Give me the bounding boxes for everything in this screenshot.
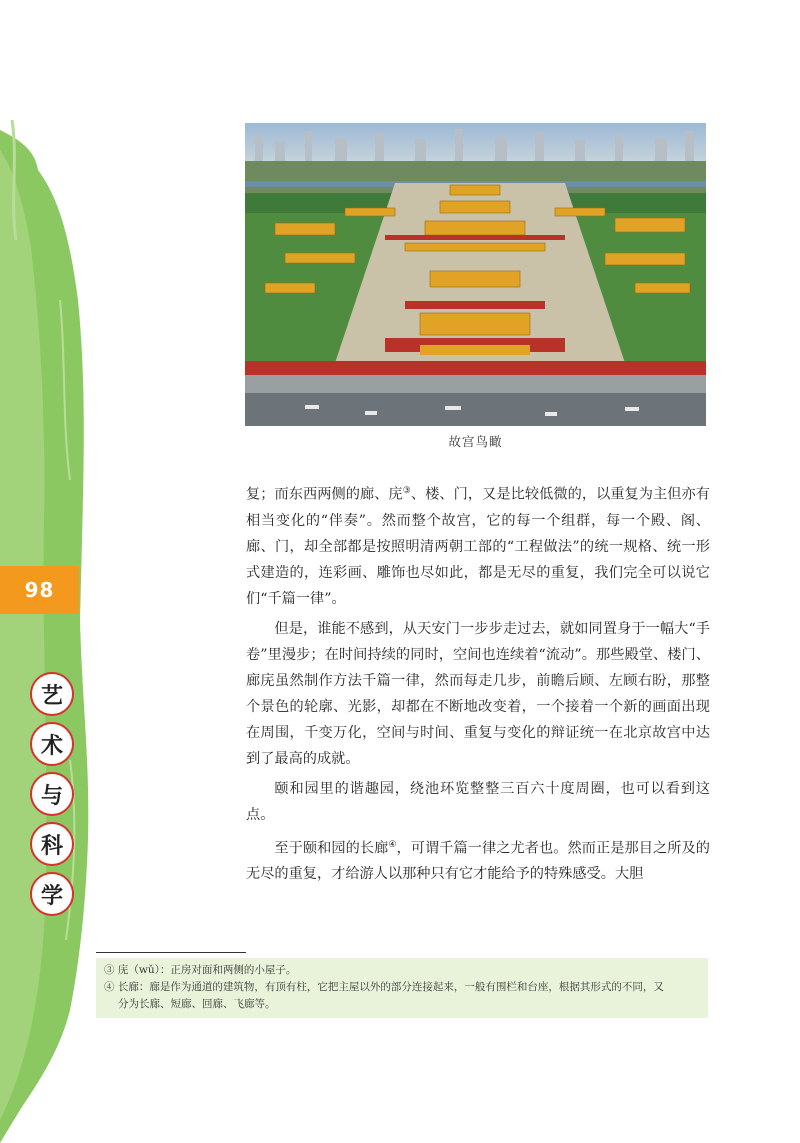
forbidden-city-aerial-photo	[245, 123, 706, 426]
series-char: 学	[30, 872, 74, 916]
paragraph-text: 、楼、门，又是比较低微的，以重复为主但亦有相当变化的“伴奏”。然而整个故宫，它的每一个组群，每一个殿、阁、廊、门，却全部都是按照明清两朝工部的“工程做法”的统一规格、统一形式建造的，连彩画、雕饰也尽如此，都是无尽的重复，我们完全可以说它们“千篇一律”。	[246, 486, 710, 607]
paragraph	[246, 478, 710, 612]
footnote-4: ④ 长廊：廊是作为通道的建筑物，有顶有柱，它把主屋以外的部分连接起来，一般有围栏和台座，根据其形式的不同，又	[104, 981, 664, 993]
paragraph: 颐和园里的谐趣园，绕池环览整整三百六十度周圈，也可以看到这点。	[246, 780, 710, 823]
page-number: 98	[0, 566, 79, 614]
paragraph: 但是，谁能不感到，从天安门一步步走过去，就如同置身于一幅大“手卷”里漫步；在时间持续的同时，空间也连续着“流动”。那些殿堂、楼门、廊庑虽然制作方法千篇一律，然而每走几步，前瞻后顾、左顾右盼，那整个景色的轮廓、光影，却都在不断地改变着，一个接着一个新的画面出现在周围，千变万化，空间与时间、重复与变化的辩证统一在北京故宫中达到了最高的成就。	[246, 620, 710, 767]
paragraph-text: ，可谓千篇一律之尤者也。然而正是那目之所及的无尽的重复，才给游人以那种只有它才能给予的特殊感受。大胆	[246, 840, 710, 883]
series-char: 艺	[30, 672, 74, 716]
footnote-4-continued: 分为长廊、短廊、回廊、飞廊等。	[118, 998, 276, 1010]
series-char: 与	[30, 772, 74, 816]
footnote-ref[interactable]: ④	[388, 839, 397, 850]
figure-caption: 故宫鸟瞰	[448, 434, 503, 449]
paragraph-text: 至于颐和园的长廊	[274, 840, 389, 857]
series-char: 科	[30, 822, 74, 866]
paragraph-text: 复；而东西两侧的廊、庑	[246, 486, 403, 503]
paragraph	[246, 832, 710, 888]
series-char: 术	[30, 722, 74, 766]
series-title	[30, 672, 74, 916]
footnote-3: ③ 庑（wǔ）：正房对面和两侧的小屋子。	[104, 964, 297, 976]
footnote-divider	[96, 952, 246, 953]
footnotes	[96, 958, 708, 1018]
footnote-ref[interactable]: ③	[402, 486, 411, 496]
article-body	[246, 478, 710, 891]
